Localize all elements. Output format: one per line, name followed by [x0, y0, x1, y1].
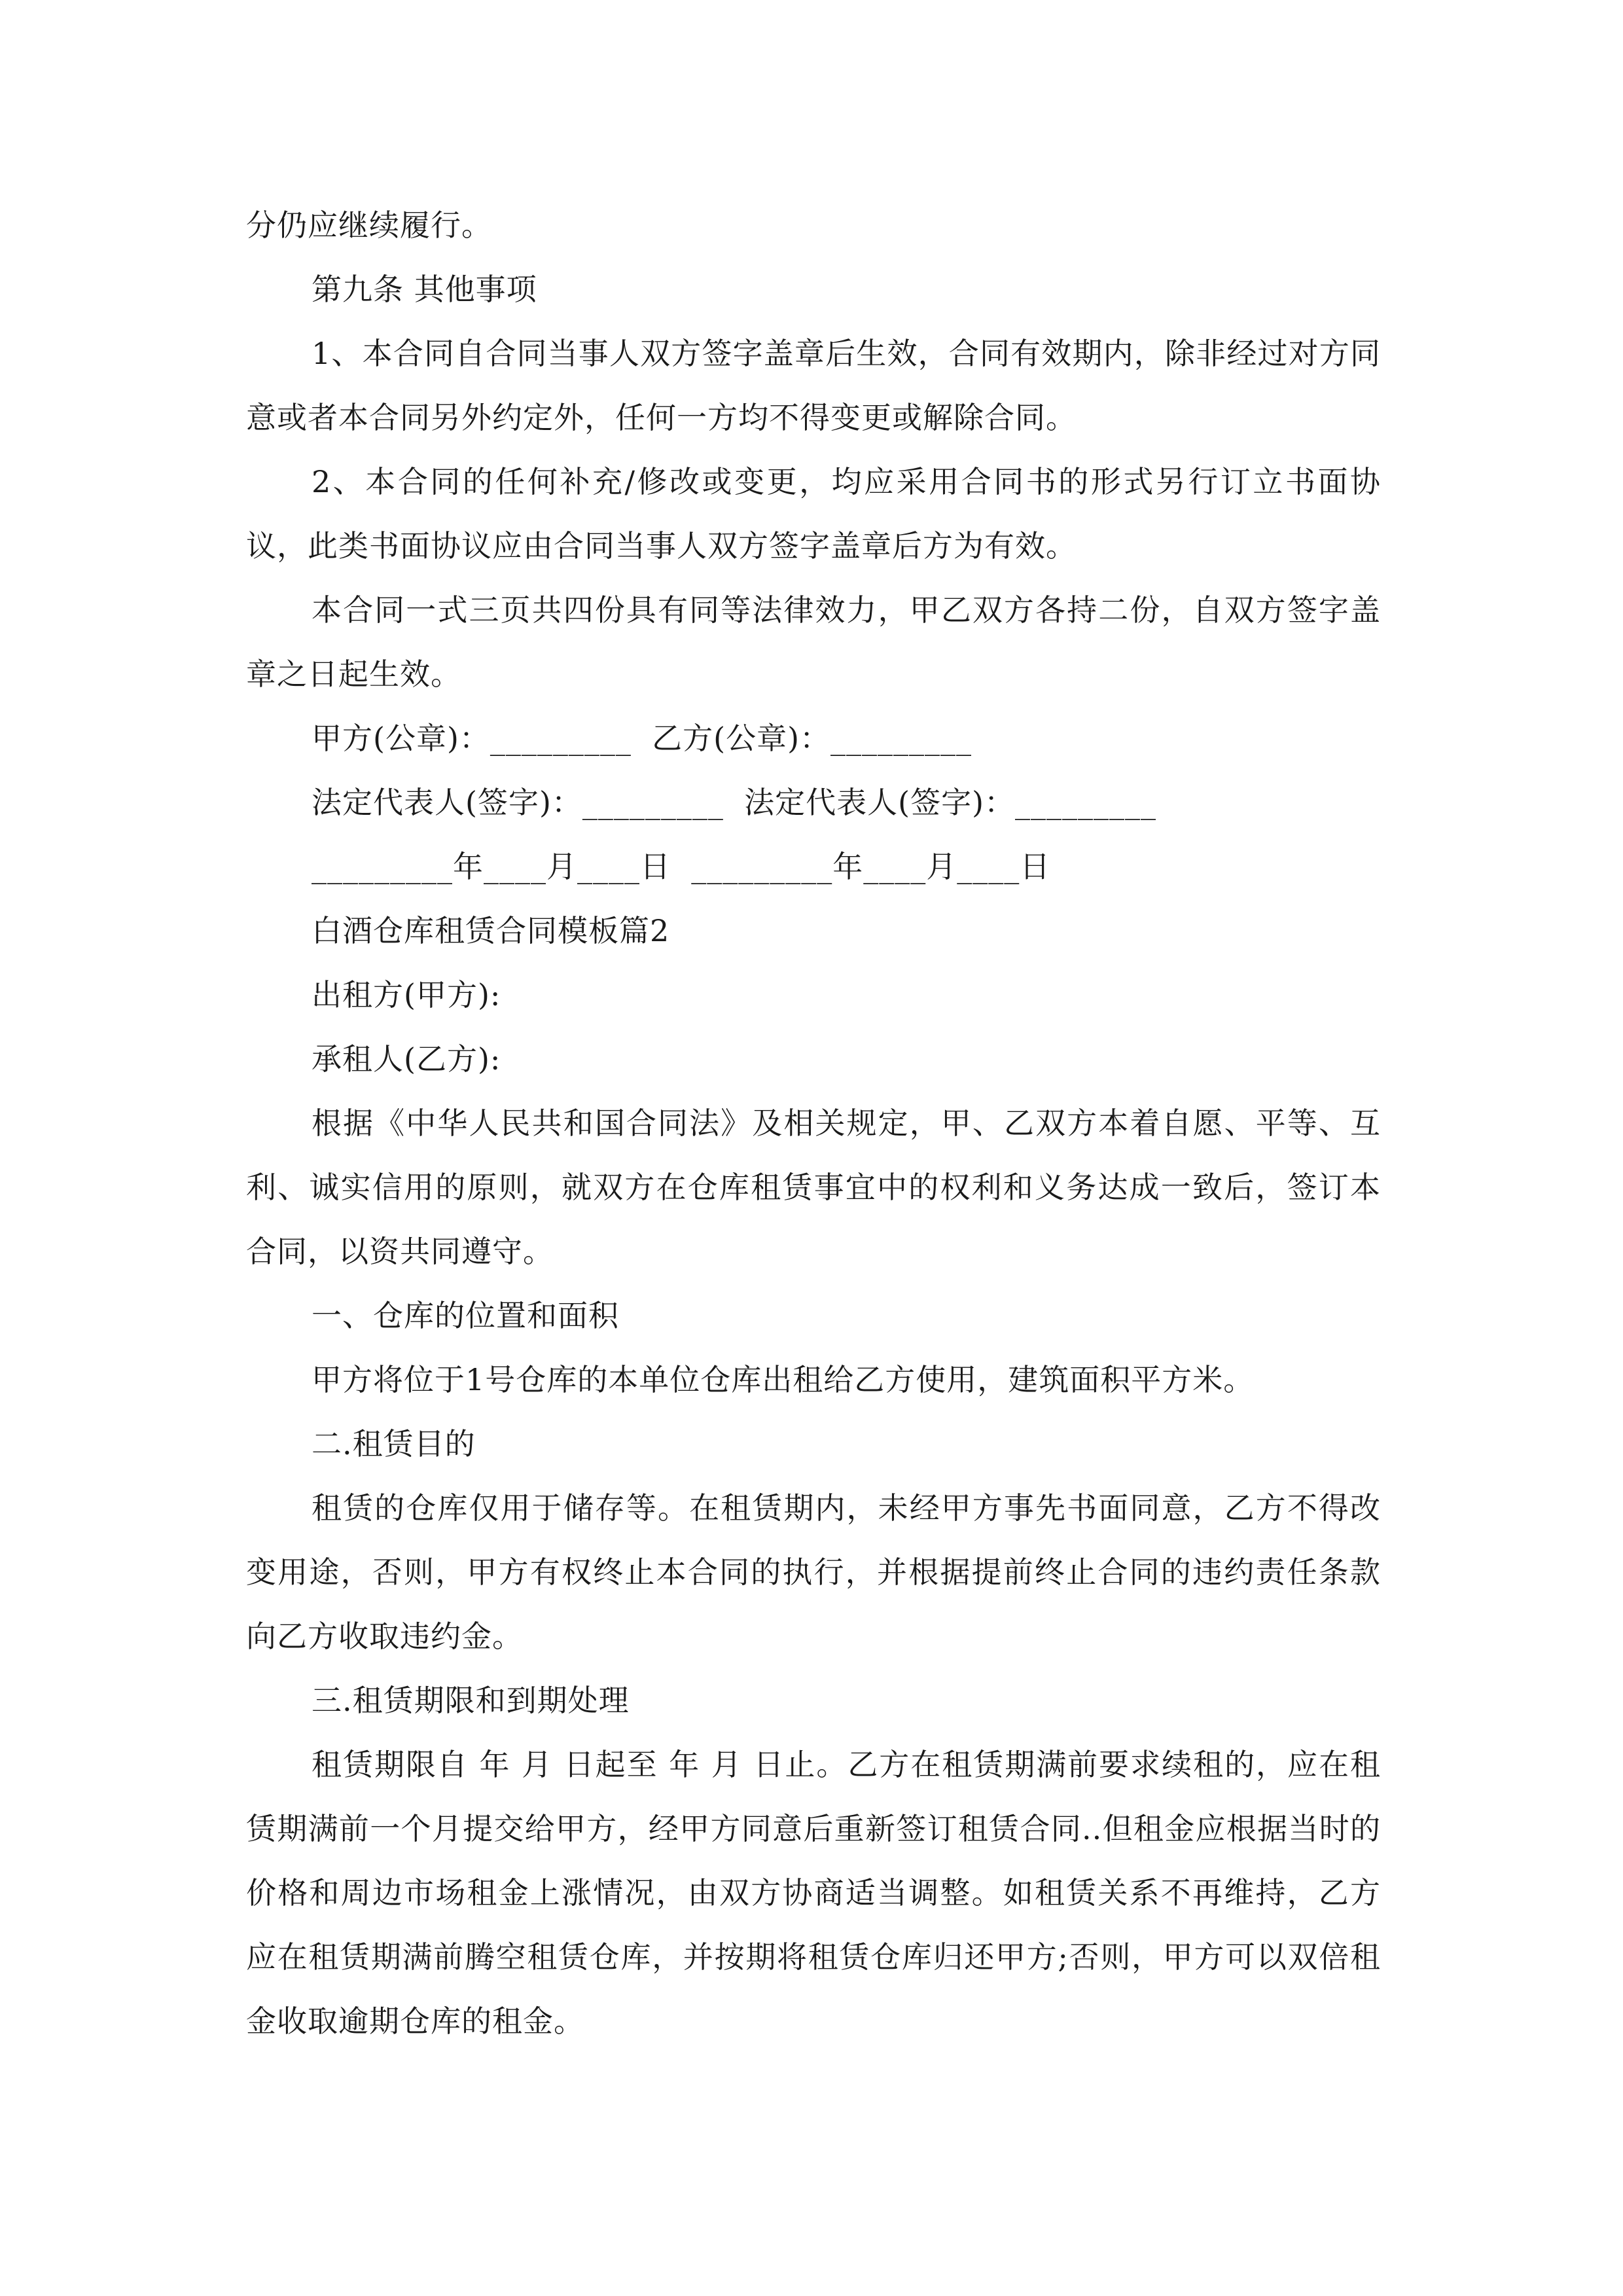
copies-clause: 本合同一式三页共四份具有同等法律效力，甲乙双方各持二份，自双方签字盖章之日起生效。 [246, 592, 1381, 692]
section-1-heading: 一、仓库的位置和面积 [312, 1298, 619, 1333]
article-9-heading: 第九条 其他事项 [312, 272, 537, 307]
signature-representative-line: 法定代表人(签字)：_________ 法定代表人(签字)：_________ [312, 785, 1157, 820]
signature-seal-line: 甲方(公章)：_________ 乙方(公章)：_________ [312, 721, 972, 756]
preamble-paragraph: 根据《中华人民共和国合同法》及相关规定，甲、乙双方本着自愿、平等、互利、诚实信用的原则，就双方在仓库租赁事宜中的权利和义务达成一致后，签订本合同，以资共同遵守。 [246, 1105, 1381, 1269]
lessor-label: 出租方(甲方): [312, 977, 501, 1013]
clause-1: 1、本合同自合同当事人双方签字盖章后生效，合同有效期内，除非经过对方同意或者本合同另外约定外，任何一方均不得变更或解除合同。 [246, 336, 1381, 435]
document-body [246, 193, 1381, 2053]
signature-date-line: _________年____月____日 _________年____月____日 [312, 849, 1051, 884]
section-3-body: 租赁期限自 年 月 日起至 年 月 日止。乙方在租赁期满前要求续租的，应在租赁期满前一个月提交给甲方，经甲方同意后重新签订租赁合同..但租金应根据当时的价格和周边市场租金上涨情况，由双方协商适当调整。如租赁关系不再维持，乙方应在租赁期满前腾空租赁仓库，并按期将租赁仓库归还甲方;否则，甲方可以双倍租金收取逾期仓库的租金。 [246, 1747, 1381, 2039]
section-3-heading: 三.租赁期限和到期处理 [312, 1683, 630, 1718]
template-2-title: 白酒仓库租赁合同模板篇2 [312, 913, 670, 948]
section-2-body: 租赁的仓库仅用于储存等。在租赁期内，未经甲方事先书面同意，乙方不得改变用途，否则，甲方有权终止本合同的执行，并根据提前终止合同的违约责任条款向乙方收取违约金。 [246, 1490, 1381, 1654]
section-2-heading: 二.租赁目的 [312, 1426, 476, 1462]
lessee-label: 承租人(乙方): [312, 1041, 501, 1077]
paragraph-continuation: 分仍应继续履行。 [246, 207, 492, 243]
clause-2: 2、本合同的任何补充/修改或变更，均应采用合同书的形式另行订立书面协议，此类书面协议应由合同当事人双方签字盖章后方为有效。 [246, 464, 1381, 564]
section-1-body: 甲方将位于1号仓库的本单位仓库出租给乙方使用，建筑面积平方米。 [312, 1362, 1255, 1397]
